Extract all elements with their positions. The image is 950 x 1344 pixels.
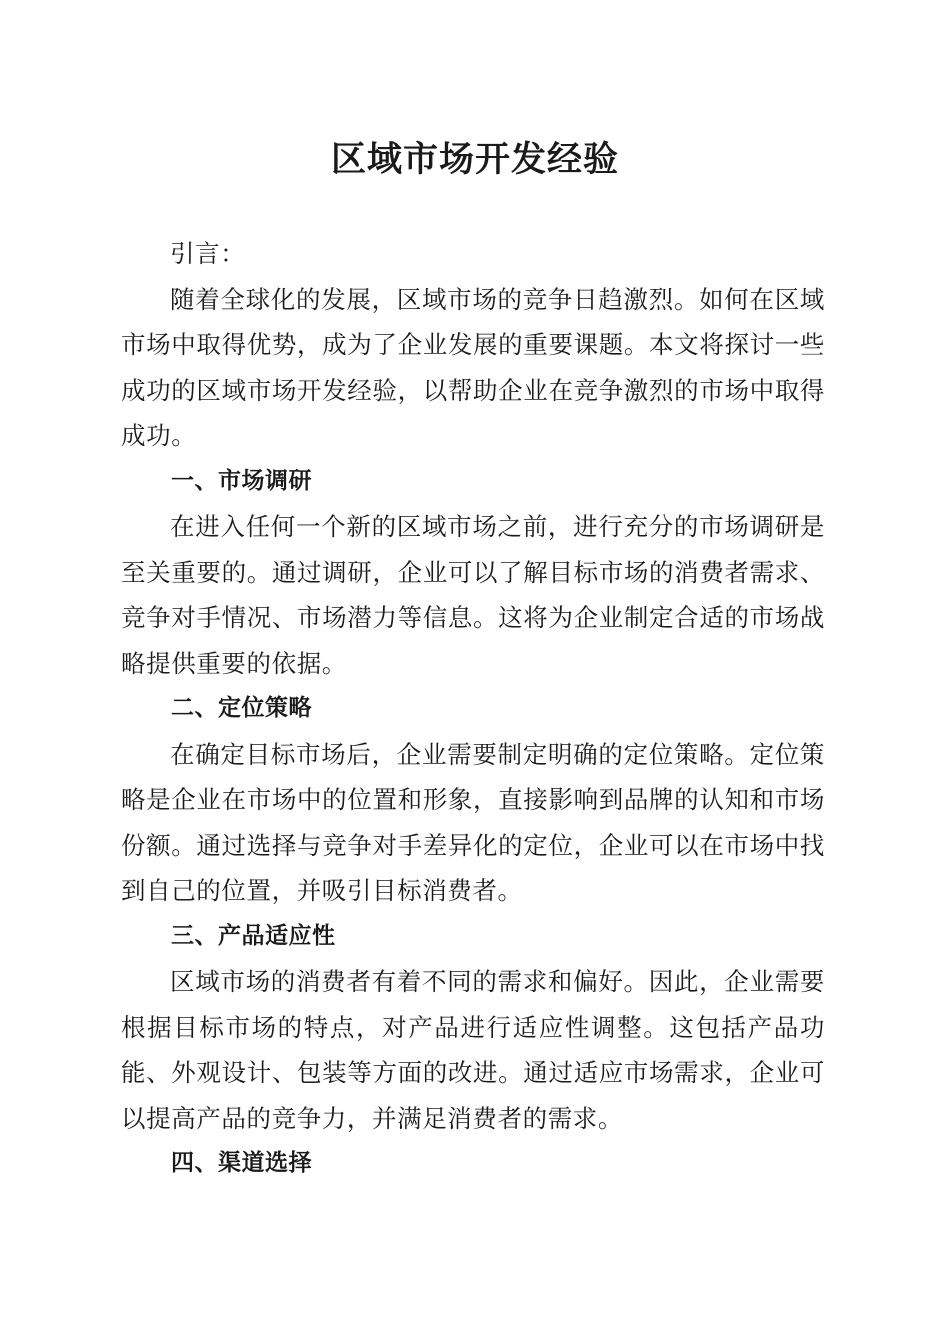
section-paragraph-product-adaptability: 区域市场的消费者有着不同的需求和偏好。因此，企业需要根据目标市场的特点，对产品进行适应性调整。这包括产品功能、外观设计、包装等方面的改进。通过适应市场需求，企业可以提高产品的竞争力，并满足消费者的需求。	[121, 967, 825, 1133]
section-heading-positioning-strategy: 二、定位策略	[171, 695, 312, 721]
intro-label: 引言：	[170, 239, 246, 268]
intro-paragraph: 随着全球化的发展，区域市场的竞争日趋激烈。如何在区域市场中取得优势，成为了企业发展的重要课题。本文将探讨一些成功的区域市场开发经验，以帮助企业在竞争激烈的市场中取得成功。	[121, 284, 825, 450]
section-heading-product-adaptability: 三、产品适应性	[171, 922, 336, 949]
page-title: 区域市场开发经验	[330, 140, 619, 180]
section-heading-market-research: 一、市场调研	[171, 467, 312, 494]
section-heading-channel-selection: 四、渠道选择	[171, 1150, 312, 1176]
document-body	[121, 231, 825, 1187]
section-paragraph-market-research: 在进入任何一个新的区域市场之前，进行充分的市场调研是至关重要的。通过调研，企业可以了解目标市场的消费者需求、竞争对手情况、市场潜力等信息。这将为企业制定合适的市场战略提供重要的依据。	[121, 512, 825, 678]
section-paragraph-positioning-strategy: 在确定目标市场后，企业需要制定明确的定位策略。定位策略是企业在市场中的位置和形象，直接影响到品牌的认知和市场份额。通过选择与竞争对手差异化的定位，企业可以在市场中找到自己的位置，并吸引目标消费者。	[121, 739, 825, 905]
